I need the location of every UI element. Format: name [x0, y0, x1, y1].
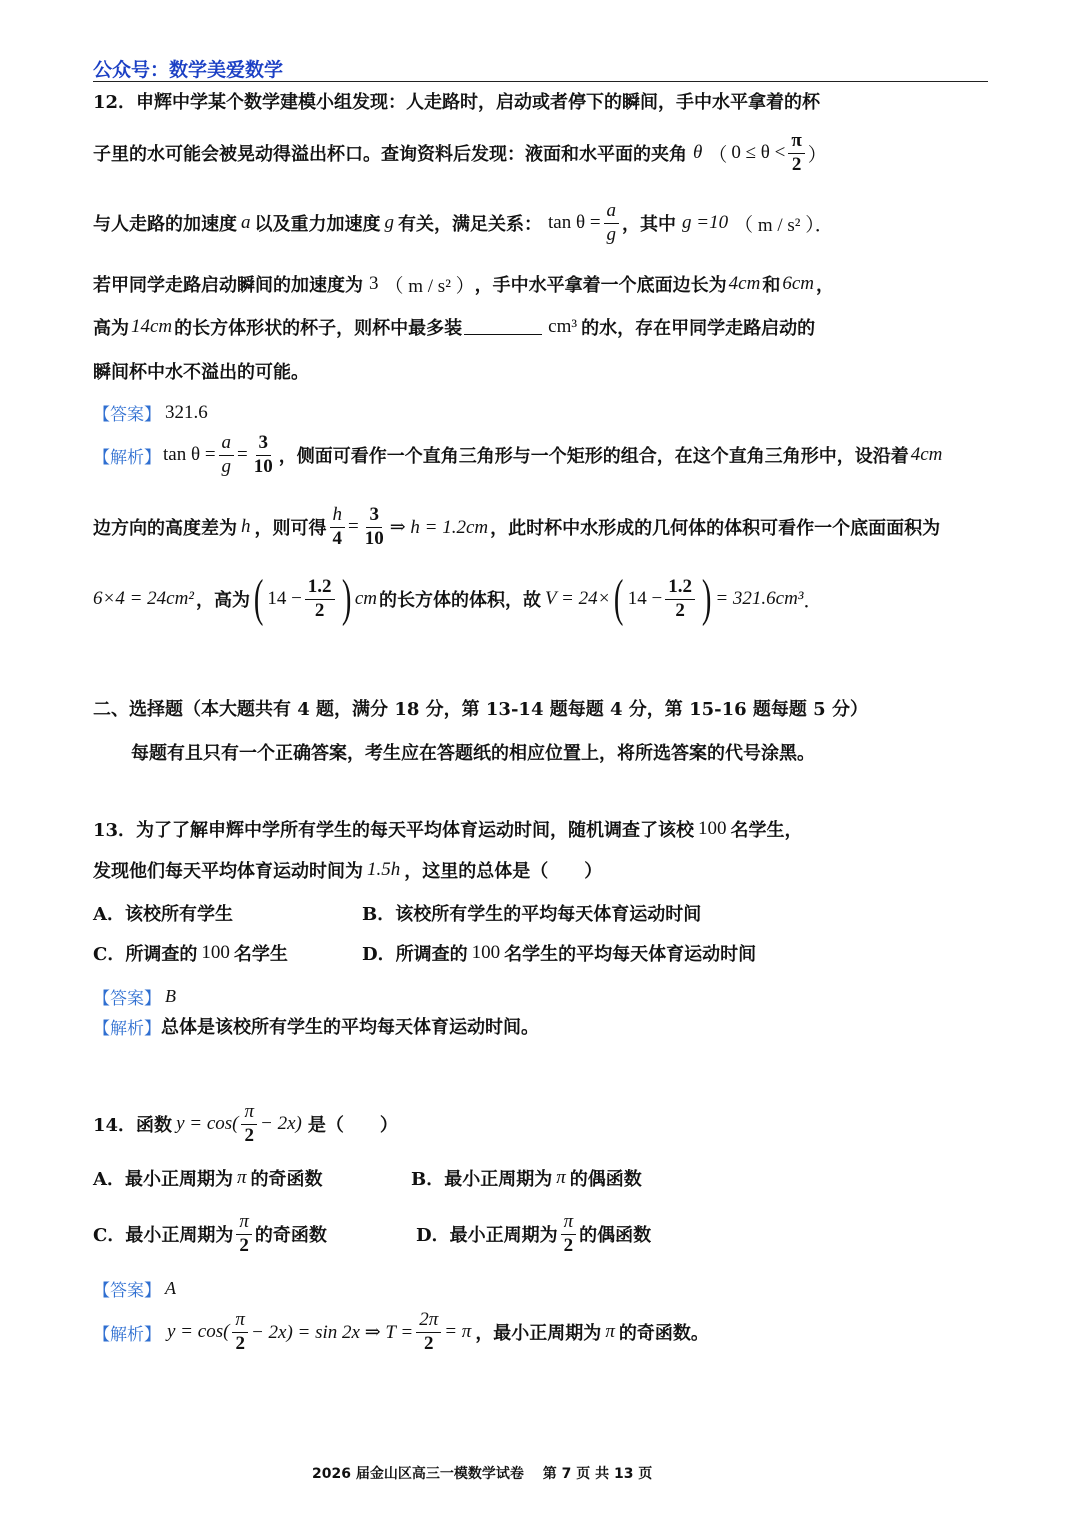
- q14-option-a[interactable]: A．最小正周期为 π 的奇函数: [93, 1167, 323, 1190]
- section2-title: 二、选择题（本大题共有 4 题，满分 18 分，第 13-14 题每题 4 分，第 15-16 题每题 5 分）: [93, 699, 868, 720]
- q14-stem: 14．函数 y = cos( $\frac{\pi}{2}$ − 2x) 是（ ）: [93, 1100, 398, 1146]
- q12-line3: 与人走路的加速度 a 以及重力加速度 g 有关，满足关系： tan θ = $\frac{a}{g}$ ，其中 g =10 （ m / s² ）．: [93, 199, 834, 245]
- answer-blank[interactable]: [464, 320, 542, 335]
- q12-analysis-line1: 【解析】 tan θ = $\frac{a}{g}$ = $\frac{3}{10}$ ，侧面可看作一个直角三角形与一个矩形的组合，在这个直角三角形中，设沿着 4cm: [93, 431, 943, 477]
- header-rule: [93, 81, 988, 82]
- q13-line1: 13．为了了解申辉中学所有学生的每天平均体育运动时间，随机调查了该校 100 名学生，: [93, 818, 803, 841]
- q14-option-b[interactable]: B．最小正周期为 π 的偶函数: [411, 1167, 642, 1190]
- q12-analysis-line2: 边方向的高度差为 h ，则可得 $\frac{h}{4}$ = $\frac{3}{10}$ ⇒ h = 1.2cm ，此时杯中水形成的几何体的体积可看作一个底面面积为: [93, 503, 941, 549]
- q14-option-c[interactable]: C．最小正周期为 $\frac{\pi}{2}$ 的奇函数: [93, 1210, 327, 1256]
- header-account: 公众号：数学美爱数学: [93, 59, 284, 81]
- section2-instruction: 每题有且只有一个正确答案，考生应在答题纸的相应位置上，将所选答案的代号涂黑。: [131, 743, 815, 764]
- q14-analysis: 【解析】 y = cos( $\frac{\pi}{2}$ − 2x) = sin 2x ⇒ T = $\frac{2\pi}{2}$ = π ，最小正周期为 π 的奇函数。: [93, 1308, 709, 1354]
- q12-analysis-line3: 6×4 = 24cm² ，高为 ( 14 − $\frac{1.2}{2}$ ) cm 的长方体的体积，故 V = 24× ( 14 − $\frac{1.2}{2}$ ) = 321.6cm³ ．: [93, 570, 823, 627]
- q12-line2: 子里的水可能会被晃动得溢出杯口。查询资料后发现：液面和水平面的夹角 θ （ 0 ≤ θ < $\frac{\pi}{2}$ ）: [93, 129, 827, 175]
- q12-line5: 高为 14cm 的长方体形状的杯子，则杯中最多装 cm³ 的水，存在甲同学走路启动的: [93, 316, 816, 339]
- q12-line1: 12．申辉中学某个数学建模小组发现：人走路时，启动或者停下的瞬间，手中水平拿着的杯: [93, 92, 821, 113]
- q13-option-c[interactable]: C．所调查的 100 名学生: [93, 942, 288, 965]
- q12-line4: 若甲同学走路启动瞬间的加速度为 3 （ m / s² ） ，手中水平拿着一个底面边长为 4cm 和 6cm ，: [93, 273, 834, 297]
- q13-analysis: 【解析】 总体是该校所有学生的平均每天体育运动时间。: [93, 1017, 539, 1039]
- q12-line6: 瞬间杯中水不溢出的可能。: [93, 362, 309, 383]
- page-footer: 2026 届金山区高三一模数学试卷 第 7 页 共 13 页: [312, 1466, 653, 1482]
- q13-option-d[interactable]: D．所调查的 100 名学生的平均每天体育运动时间: [362, 942, 757, 965]
- q14-option-d[interactable]: D．最小正周期为 $\frac{\pi}{2}$ 的偶函数: [416, 1210, 652, 1256]
- q14-answer: 【答案】 A: [93, 1278, 176, 1301]
- q13-answer: 【答案】 B: [93, 986, 176, 1009]
- q13-option-a[interactable]: A．该校所有学生: [93, 904, 233, 925]
- q13-option-b[interactable]: B．该校所有学生的平均每天体育运动时间: [362, 904, 702, 925]
- q13-line2: 发现他们每天平均体育运动时间为 1.5h ，这里的总体是（ ）: [93, 859, 603, 882]
- q12-answer: 【答案】 321.6: [93, 401, 208, 425]
